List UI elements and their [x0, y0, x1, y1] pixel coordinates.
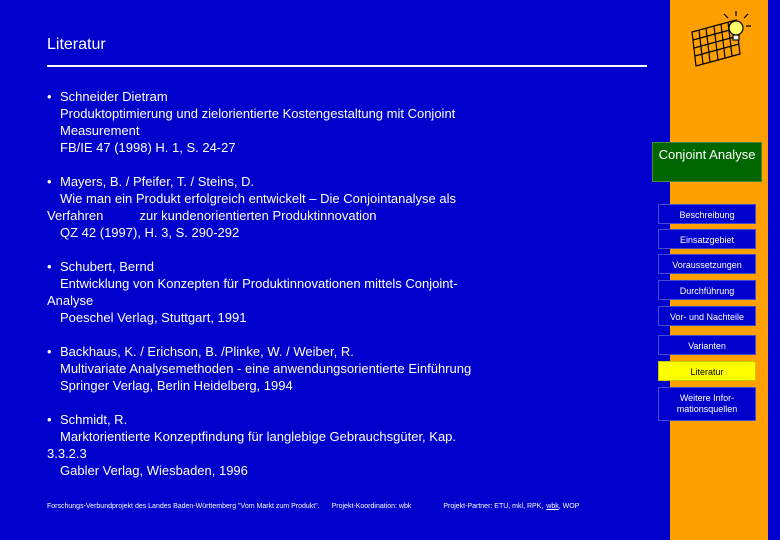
reference-title: Entwicklung von Konzepten für Produktinnovationen mittels Conjoint-: [60, 276, 458, 291]
title-divider: [47, 65, 647, 67]
reference-title: Marktorientierte Konzeptfindung für langlebige Gebrauchsgüter, Kap.: [60, 429, 457, 444]
footer-project: Forschungs-Verbundprojekt des Landes Baden-Württemberg "Vom Markt zum Produkt".: [47, 503, 320, 510]
nav-voraussetzungen[interactable]: Voraussetzungen: [658, 254, 756, 274]
footer: [47, 503, 579, 510]
reference-item: [47, 411, 587, 479]
reference-title: Analyse: [47, 293, 94, 308]
footer-partner-link[interactable]: wbk: [546, 503, 559, 510]
bullet-icon: •: [47, 412, 52, 427]
reference-title: Verfahren zur kundenorientierten Produktinnovation: [47, 208, 377, 223]
reference-author: Schneider Dietram: [60, 89, 168, 104]
reference-list: [47, 88, 587, 479]
footer-partners-suffix: , WOP: [558, 503, 580, 510]
footer-partners: [443, 503, 579, 510]
reference-title: Produktoptimierung und zielorientierte Kostengestaltung mit Conjoint: [60, 106, 456, 121]
nav-einsatzgebiet[interactable]: Einsatzgebiet: [658, 229, 756, 249]
bullet-icon: •: [47, 344, 52, 359]
reference-title: Wie man ein Produkt erfolgreich entwickelt – Die Conjointanalyse als: [60, 191, 456, 206]
reference-item: [47, 173, 587, 241]
reference-title: 3.3.2.3: [47, 446, 87, 461]
reference-title: Measurement: [60, 123, 140, 138]
sidebar: [658, 0, 768, 540]
bullet-icon: •: [47, 259, 52, 274]
nav-beschreibung[interactable]: Beschreibung: [658, 204, 756, 224]
nav-durchfuehrung[interactable]: Durchführung: [658, 280, 756, 300]
reference-item: [47, 258, 587, 326]
nav-vor-und-nachteile[interactable]: Vor- und Nachteile: [658, 306, 756, 326]
reference-author: Backhaus, K. / Erichson, B. /Plinke, W. / Weiber, R.: [60, 344, 354, 359]
topic-badge: Conjoint Analyse: [652, 142, 762, 182]
reference-source: Springer Verlag, Berlin Heidelberg, 1994: [60, 378, 293, 393]
nav-weitere-informationsquellen[interactable]: Weitere Infor-mationsquellen: [658, 387, 756, 421]
reference-item: [47, 343, 587, 394]
reference-source: Gabler Verlag, Wiesbaden, 1996: [60, 463, 248, 478]
bullet-icon: •: [47, 89, 52, 104]
grid-lightbulb-logo-icon: [684, 10, 754, 70]
nav-varianten[interactable]: Varianten: [658, 335, 756, 355]
reference-source: Poeschel Verlag, Stuttgart, 1991: [60, 310, 247, 325]
reference-title: Multivariate Analysemethoden - eine anwendungsorientierte Einführung: [60, 361, 472, 376]
bullet-icon: •: [47, 174, 52, 189]
reference-author: Schmidt, R.: [60, 412, 128, 427]
reference-source: QZ 42 (1997), H. 3, S. 290-292: [60, 225, 240, 240]
nav-literatur[interactable]: Literatur: [658, 361, 756, 381]
footer-coordination: Projekt-Koordination: wbk: [331, 503, 412, 510]
reference-author: Mayers, B. / Pfeifer, T. / Steins, D.: [60, 174, 255, 189]
reference-item: [47, 88, 587, 156]
page-title: Literatur: [47, 36, 106, 53]
footer-partners-prefix: Projekt-Partner: ETU, mkl, RPK,: [443, 503, 544, 510]
reference-author: Schubert, Bernd: [60, 259, 154, 274]
reference-source: FB/IE 47 (1998) H. 1, S. 24-27: [60, 140, 236, 155]
